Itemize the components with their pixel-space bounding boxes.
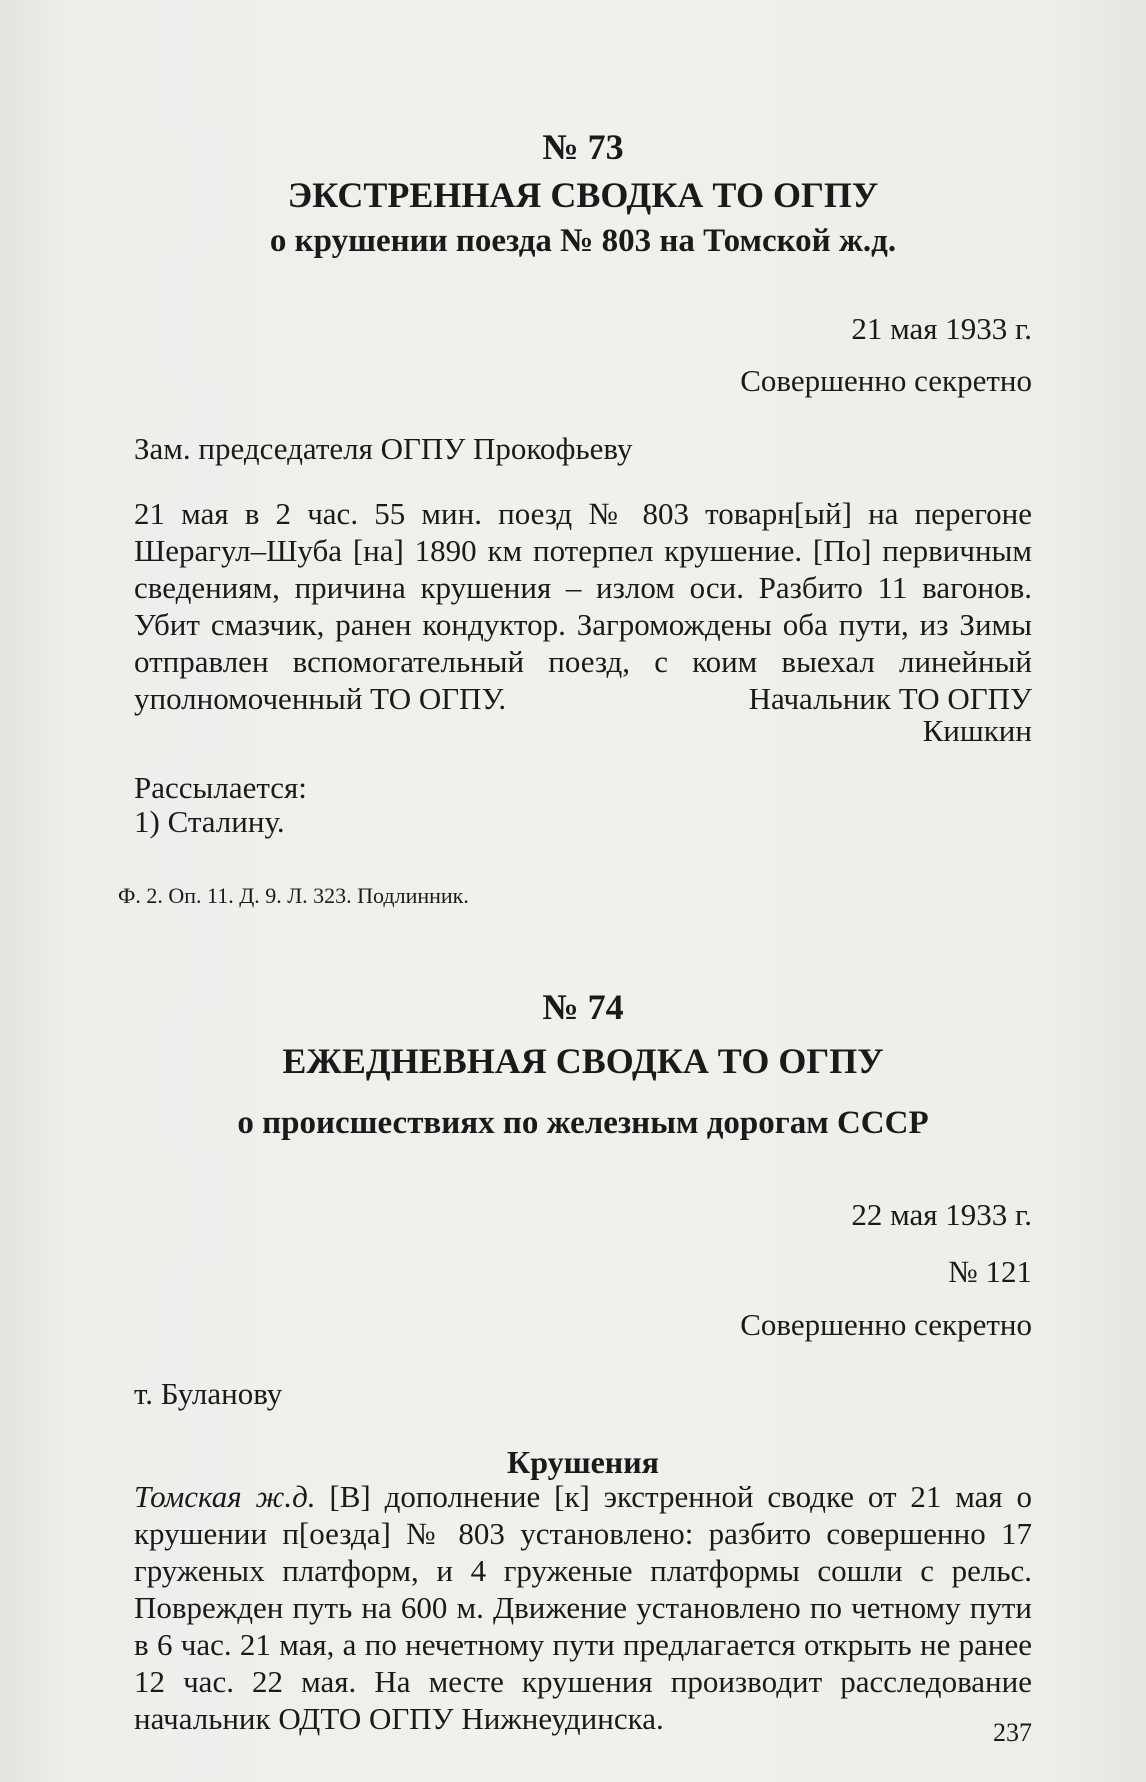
doc74-body-lead: Томская ж.д. <box>134 1479 316 1514</box>
doc74-reg-number: № 121 <box>948 1254 1032 1289</box>
doc73-title: ЭКСТРЕННАЯ СВОДКА ТО ОГПУ <box>287 175 879 215</box>
doc74-section-heading: Крушения <box>507 1444 659 1480</box>
doc73-distribution-label: Рассылается: <box>134 770 307 805</box>
doc74-title: ЕЖЕДНЕВНАЯ СВОДКА ТО ОГПУ <box>282 1041 884 1081</box>
doc73-signer-title: Начальник ТО ОГПУ <box>748 681 1032 716</box>
doc73-secrecy: Совершенно секретно <box>740 363 1032 398</box>
page-number: 237 <box>993 1718 1032 1747</box>
doc74-subtitle: о происшествиях по железным дорогам СССР <box>237 1105 929 1141</box>
doc74-addressee: т. Буланову <box>134 1376 283 1411</box>
doc74-body <box>134 1478 1032 1737</box>
doc73-body: 21 мая в 2 час. 55 мин. поезд № 803 товарн[ый] на перегоне Шерагул–Шуба [на] 1890 км потерпел крушение. [По] первичным сведениям, причина крушения – излом оси. Разбито 11 вагонов. Убит смазчик, ранен кондуктор. Загромождены оба пути, из Зимы отправлен вспомогательный поезд, с коим выехал линейный уполномоченный ТО ОГПУ. <box>134 496 1032 716</box>
doc73-distribution-item: 1) Сталину. <box>134 804 285 839</box>
doc74-date: 22 мая 1933 г. <box>851 1197 1032 1232</box>
doc73-signer-name: Кишкин <box>922 713 1032 748</box>
doc73-date: 21 мая 1933 г. <box>851 311 1032 346</box>
doc74-secrecy: Совершенно секретно <box>740 1307 1032 1342</box>
doc73-subtitle: о крушении поезда № 803 на Томской ж.д. <box>269 223 897 259</box>
doc73-number: № 73 <box>542 127 624 167</box>
doc74-number: № 74 <box>542 987 624 1027</box>
doc73-addressee: Зам. председателя ОГПУ Прокофьеву <box>134 431 633 466</box>
doc73-archive-ref: Ф. 2. Оп. 11. Д. 9. Л. 323. Подлинник. <box>118 883 469 908</box>
doc74-body-text: [В] дополнение [к] экстренной сводке от 21 мая о крушении п[оезда] № 803 установлено: разбито совершенно 17 груженых платформ, и 4 груженые платформы сошли с рельс. Поврежден путь на 600 м. Движение установлено по четному пути в 6 час. 21 мая, а по нечетному пути предлагается открыть не ранее 12 час. 22 мая. На месте крушения производит расследование начальник ОДТО ОГПУ Нижнеудинска. <box>134 1479 1033 1736</box>
